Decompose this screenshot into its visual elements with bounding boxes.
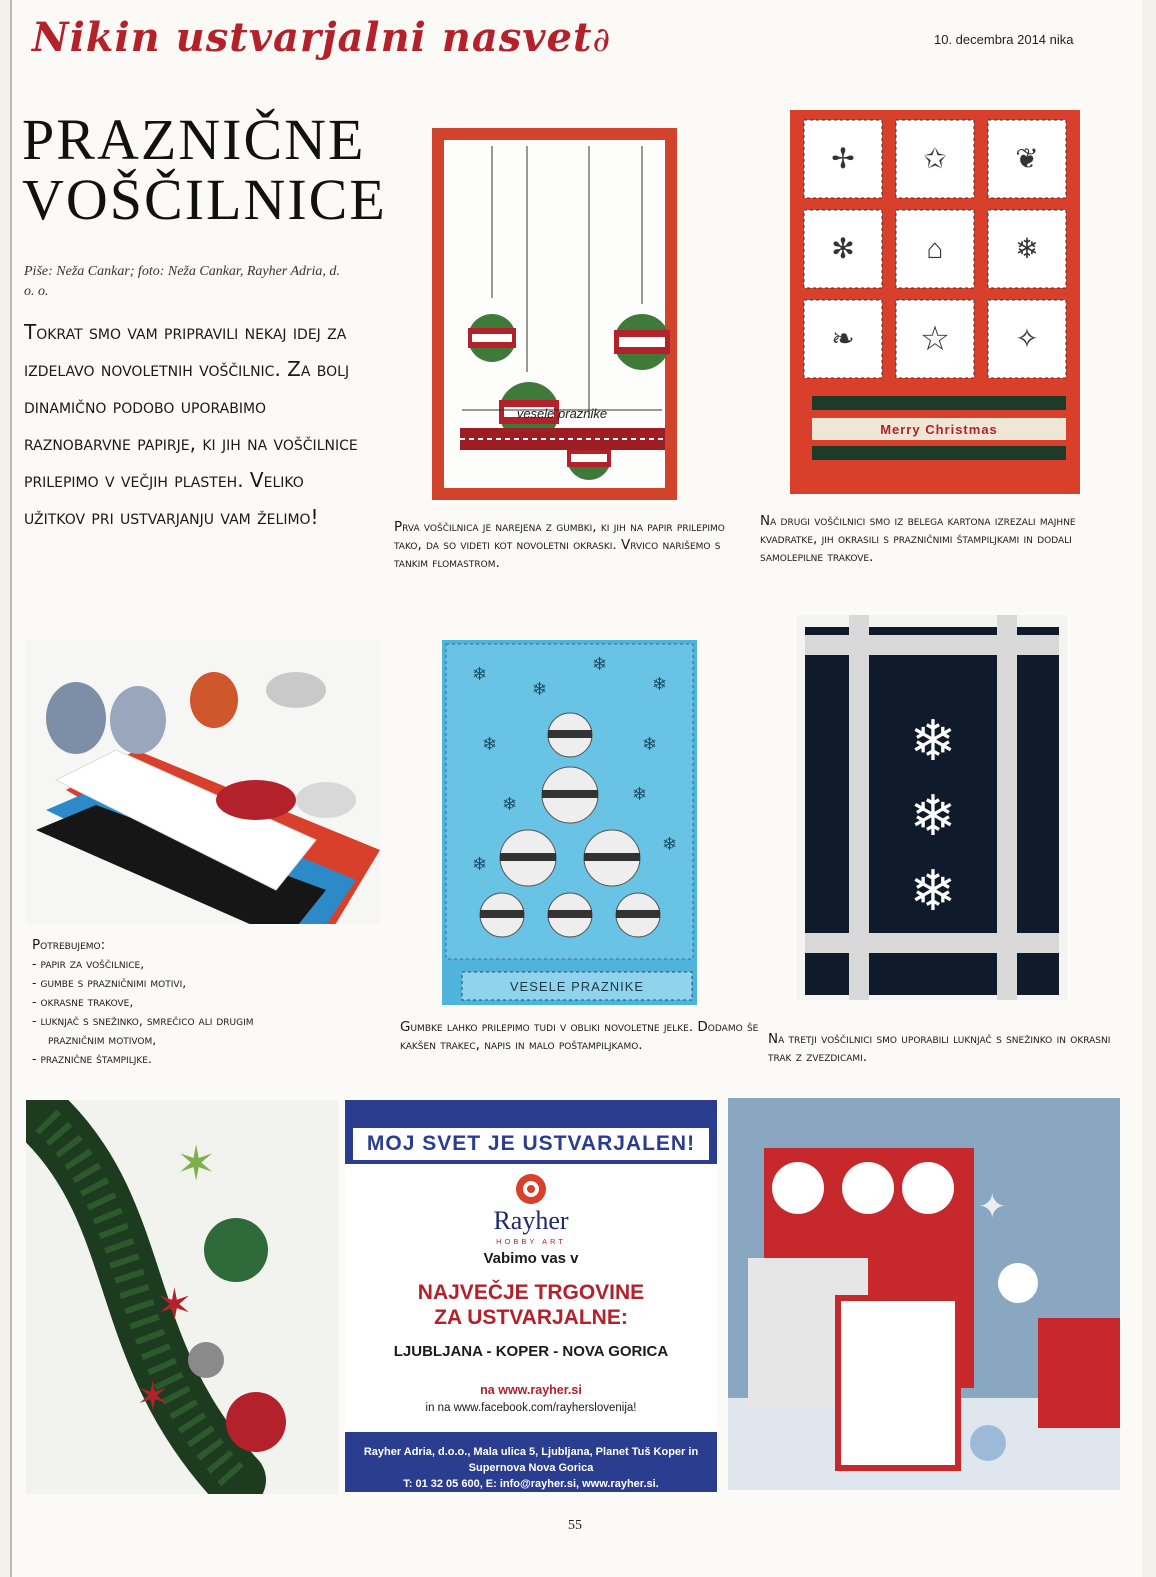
svg-text:❄: ❄ [472, 854, 488, 874]
svg-text:❄: ❄ [652, 674, 668, 694]
article-title [22, 107, 387, 232]
list-item: - papir za voščilnice, [32, 956, 145, 971]
snowflake-stamp-icon: ❄ [1015, 233, 1039, 264]
ad-website-link[interactable]: na www.rayher.si [480, 1383, 582, 1397]
supplies-list [32, 954, 362, 1068]
star-tag-icon: ✦ [978, 1188, 1007, 1226]
ad-footer-line-1: Rayher Adria, d.o.o., Mala ulica 5, Ljubljana, Planet Tuš Koper in Supernova Nova Gorica [363, 1446, 699, 1474]
caption-card1: Prva voščilnica je narejena z gumbki, ki jih na papir prilepimo tako, da so videti kot novoletni okraski. Vrvico narišemo s tankim flomastrom. [394, 519, 725, 571]
swirl-ornament-icon: ∂ [592, 20, 612, 60]
page-number: 55 [568, 1518, 582, 1533]
snowflake-cutout-icon: ❄ [909, 859, 957, 922]
angel-stamp-icon: ✧ [1015, 323, 1039, 354]
star-ornament-icon: ✶ [156, 1281, 193, 1330]
bauble-icon [226, 1392, 286, 1452]
ad-big-text [345, 1280, 717, 1330]
snowflake-cutout-icon: ❄ [909, 784, 957, 847]
photo-card-baubles [432, 128, 677, 500]
stars-stamp-icon: ✩ [923, 143, 947, 174]
star-tag-icon: ✦ [878, 1313, 912, 1357]
ad-footer [345, 1432, 717, 1492]
list-item: prazničnim motivom, [48, 1032, 157, 1047]
ad-invite: Vabimo vas v [483, 1250, 579, 1267]
snowflake-cutout-icon: ❄ [909, 709, 957, 772]
date-line: 10. decembra 2014 nika [934, 32, 1074, 47]
photo-card-snowflakes [797, 615, 1067, 1000]
ad-big-line-2: ZA USTVARJALNE: [434, 1306, 628, 1329]
photo-card-stamped-squares [790, 110, 1080, 494]
snowflake-stamp-icon: ✻ [831, 233, 855, 264]
svg-text:❄: ❄ [532, 679, 548, 699]
caption-card2: Na drugi voščilnici smo iz belega kartona izrezali majhne kvadratke, jih okrasili s prazničnimi štampiljkami in dodali samolepilne trakove. [760, 513, 1076, 565]
list-item: - praznične štampiljke. [32, 1051, 152, 1066]
caption-card4: Na tretji voščilnici smo uporabili luknjač s snežinko in okrasni trak z zvezdicami. [768, 1031, 1111, 1065]
rayher-logo-icon [511, 1172, 551, 1206]
supplies-title: Potrebujemo: [32, 937, 106, 953]
svg-text:❄: ❄ [642, 734, 658, 754]
svg-text:❄: ❄ [502, 794, 518, 814]
card1-greeting-text: vesele praznike [516, 406, 608, 421]
holly-stamp-icon: ❦ [1015, 143, 1039, 174]
bauble-button-icon [614, 314, 670, 370]
byline: Piše: Neža Cankar; foto: Neža Cankar, Rayher Adria, d. o. o. [24, 264, 340, 299]
photo-supplies [26, 640, 380, 924]
svg-text:❄: ❄ [632, 784, 648, 804]
ad-brand-sub: HOBBY ART [496, 1237, 566, 1246]
title-line-1: PRAZNIČNE [22, 107, 366, 172]
ad-brand: Rayher [493, 1206, 569, 1235]
section-title: Nikin ustvarjalni nasvet∂ [32, 14, 612, 61]
ad-headline: MOJ SVET JE USTVARJALEN! [353, 1128, 709, 1160]
ad-cities: LJUBLJANA - KOPER - NOVA GORICA [393, 1343, 669, 1360]
card3-greeting-text: VESELE PRAZNIKE [509, 979, 645, 994]
list-item: - luknjač s snežinko, smrečico ali drugim [32, 1013, 254, 1028]
bauble-icon [188, 1342, 224, 1378]
caption-card3: Gumbke lahko prilepimo tudi v obliki novoletne jelke. Dodamo še kakšen trakec, napis in malo poštampiljkamo. [400, 1019, 759, 1053]
star-ornament-icon: ✶ [176, 1138, 217, 1191]
magazine-page [10, 0, 1142, 1577]
list-item: - okrasne trakove, [32, 994, 134, 1009]
svg-text:❄: ❄ [482, 734, 498, 754]
bauble-icon [204, 1218, 268, 1282]
title-line-2: VOŠČILNICE [22, 167, 387, 232]
ad-footer-line-2: T: 01 32 05 600, E: info@rayher.si, www.rayher.si. [403, 1478, 659, 1490]
list-item: - gumbe s prazničnimi motivi, [32, 975, 187, 990]
photo-garland [26, 1100, 338, 1494]
lede-paragraph: Tokrat smo vam pripravili nekaj idej za izdelavo novoletnih voščilnic. Za bolj dinamično podobo uporabimo raznobarvne papirje, ki jih na voščilnice prilepimo v večjih plasteh. Veliko užitkov pri ustvarjanju vam želimo! [24, 320, 358, 529]
svg-text:❄: ❄ [472, 664, 488, 684]
ad-big-line-1: NAJVEČJE TRGOVINE [417, 1281, 645, 1304]
card2-ribbon-text: Merry Christmas [880, 422, 998, 437]
star-ornament-icon: ✶ [136, 1375, 170, 1419]
star-stamp-icon: ☆ [919, 320, 951, 358]
bird-stamp-icon: ✢ [831, 143, 855, 174]
swirl-stamp-icon: ❧ [831, 323, 855, 354]
rayher-advert [345, 1100, 717, 1492]
bauble-button-icon [468, 314, 516, 362]
svg-text:❄: ❄ [592, 654, 608, 674]
house-stamp-icon: ⌂ [926, 233, 944, 264]
photo-gifts [728, 1098, 1120, 1490]
ad-facebook-link[interactable]: in na www.facebook.com/rayherslovenija! [425, 1402, 637, 1414]
photo-card-button-tree [442, 640, 697, 1005]
ad-headline-band [345, 1100, 717, 1164]
svg-text:❄: ❄ [662, 834, 678, 854]
